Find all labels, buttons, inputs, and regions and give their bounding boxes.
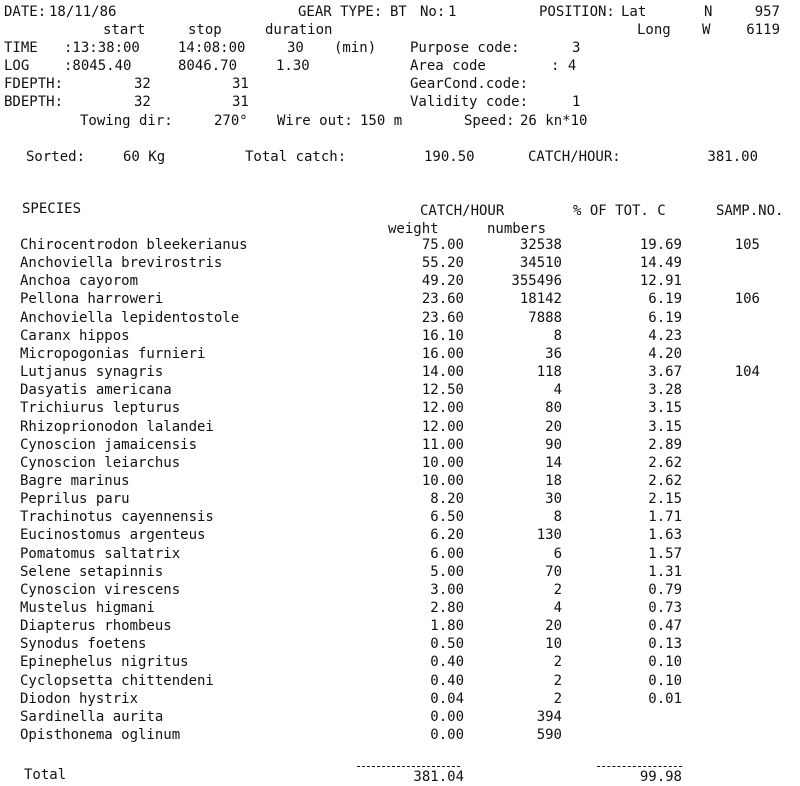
samp-no-header: SAMP.NO. — [716, 203, 784, 219]
weight-value: 12.00 — [421, 400, 464, 416]
weight-value: 23.60 — [421, 310, 464, 326]
pct-value: 3.28 — [648, 382, 682, 398]
species-name: Trichiurus lepturus — [20, 400, 181, 416]
position-label: POSITION: — [539, 4, 615, 20]
haul-no-label: No: — [420, 4, 446, 20]
species-name: Rhizoprionodon lalandei — [20, 419, 214, 435]
weight-value: 12.50 — [421, 382, 464, 398]
species-name: Cynoscion virescens — [20, 582, 181, 598]
pct-value: 0.79 — [648, 582, 682, 598]
pct-value: 2.89 — [648, 437, 682, 453]
numbers-value: 355496 — [511, 273, 562, 289]
numbers-value: 70 — [545, 564, 562, 580]
numbers-value: 6 — [553, 546, 562, 562]
pct-value: 2.15 — [648, 491, 682, 507]
weight-value: 75.00 — [421, 237, 464, 253]
catch-hour-header: CATCH/HOUR — [420, 203, 505, 219]
pct-value: 2.62 — [648, 455, 682, 471]
pct-value: 12.91 — [639, 273, 682, 289]
samp-no-value: 104 — [734, 364, 760, 380]
catch-hour-value: 381.00 — [707, 149, 758, 165]
lat-value: 957 — [754, 4, 780, 20]
weight-value: 0.40 — [430, 654, 464, 670]
numbers-value: 394 — [536, 709, 562, 725]
pct-value: 1.63 — [648, 527, 682, 543]
weight-value: 14.00 — [421, 364, 464, 380]
speed-label: Speed: — [464, 113, 515, 129]
weight-total-rule — [357, 766, 460, 767]
species-name: Opisthonema oglinum — [20, 727, 181, 743]
sorted-label: Sorted: — [26, 149, 86, 165]
wire-out-label: Wire out: — [277, 113, 353, 129]
speed-value: 26 kn*10 — [520, 113, 588, 129]
species-name: Chirocentrodon bleekerianus — [20, 237, 248, 253]
weight-value: 0.00 — [430, 727, 464, 743]
col-stop-header: stop — [188, 22, 222, 38]
total-weight: 381.04 — [413, 769, 464, 785]
pct-value: 2.62 — [648, 473, 682, 489]
haul-no-value: 1 — [448, 4, 457, 20]
fdepth-stop: 31 — [232, 76, 249, 92]
numbers-value: 130 — [536, 527, 562, 543]
numbers-value: 7888 — [528, 310, 562, 326]
long-label: Long — [637, 22, 671, 38]
pct-value: 3.15 — [648, 419, 682, 435]
pct-value: 0.10 — [648, 654, 682, 670]
weight-value: 5.00 — [430, 564, 464, 580]
pct-value: 4.20 — [648, 346, 682, 362]
species-name: Eucinostomus argenteus — [20, 527, 206, 543]
time-label: TIME — [4, 40, 38, 56]
weight-value: 10.00 — [421, 473, 464, 489]
numbers-value: 20 — [545, 618, 562, 634]
weight-value: 6.20 — [430, 527, 464, 543]
date-label: DATE: — [4, 4, 47, 20]
weight-value: 16.00 — [421, 346, 464, 362]
species-name: Peprilus paru — [20, 491, 130, 507]
numbers-value: 2 — [553, 654, 562, 670]
numbers-value: 30 — [545, 491, 562, 507]
time-stop: 14:08:00 — [178, 40, 246, 56]
col-duration-header: duration — [265, 22, 333, 38]
weight-value: 6.50 — [430, 509, 464, 525]
pct-value: 0.47 — [648, 618, 682, 634]
lat-hemisphere: N — [704, 4, 713, 20]
pct-value: 0.13 — [648, 636, 682, 652]
species-name: Anchoviella lepidentostole — [20, 310, 240, 326]
weight-header: weight — [388, 221, 439, 237]
weight-value: 6.00 — [430, 546, 464, 562]
pct-value: 6.19 — [648, 291, 682, 307]
numbers-value: 14 — [545, 455, 562, 471]
pct-value: 0.73 — [648, 600, 682, 616]
bdepth-start: 32 — [134, 94, 151, 110]
weight-value: 1.80 — [430, 618, 464, 634]
numbers-value: 18142 — [519, 291, 562, 307]
catch-hour-label: CATCH/HOUR: — [528, 149, 621, 165]
log-stop: 8046.70 — [178, 58, 238, 74]
species-name: Mustelus higmani — [20, 600, 155, 616]
weight-value: 0.50 — [430, 636, 464, 652]
weight-value: 0.40 — [430, 673, 464, 689]
weight-value: 49.20 — [421, 273, 464, 289]
validity-code-value: 1 — [572, 94, 581, 110]
towing-dir-label: Towing dir: — [80, 113, 173, 129]
species-name: Cynoscion leiarchus — [20, 455, 181, 471]
total-pct: 99.98 — [639, 769, 682, 785]
pct-value: 6.19 — [648, 310, 682, 326]
pct-value: 4.23 — [648, 328, 682, 344]
fdepth-label: FDEPTH: — [4, 76, 64, 92]
numbers-value: 118 — [536, 364, 562, 380]
log-duration: 1.30 — [276, 58, 310, 74]
species-name: Pomatomus saltatrix — [20, 546, 181, 562]
total-catch-value: 190.50 — [424, 149, 475, 165]
numbers-value: 4 — [553, 600, 562, 616]
pct-value: 0.01 — [648, 691, 682, 707]
fdepth-start: 32 — [134, 76, 151, 92]
towing-dir-value: 270° — [214, 113, 248, 129]
total-label: Total — [24, 767, 67, 783]
numbers-value: 32538 — [519, 237, 562, 253]
species-name: Cyclopsetta chittendeni — [20, 673, 214, 689]
pct-value: 0.10 — [648, 673, 682, 689]
long-hemisphere: W — [702, 22, 711, 38]
purpose-code-label: Purpose code: — [410, 40, 520, 56]
weight-value: 55.20 — [421, 255, 464, 271]
numbers-value: 8 — [553, 509, 562, 525]
species-name: Dasyatis americana — [20, 382, 172, 398]
numbers-value: 4 — [553, 382, 562, 398]
samp-no-value: 106 — [734, 291, 760, 307]
weight-value: 23.60 — [421, 291, 464, 307]
gearcond-code-label: GearCond.code: — [410, 76, 529, 92]
weight-value: 0.04 — [430, 691, 464, 707]
numbers-header: numbers — [487, 221, 547, 237]
species-name: Micropogonias furnieri — [20, 346, 206, 362]
log-label: LOG — [4, 58, 30, 74]
species-name: Caranx hippos — [20, 328, 130, 344]
pct-value: 1.71 — [648, 509, 682, 525]
species-name: Cynoscion jamaicensis — [20, 437, 198, 453]
time-unit: (min) — [334, 40, 377, 56]
time-start: :13:38:00 — [64, 40, 140, 56]
weight-value: 12.00 — [421, 419, 464, 435]
long-value: 6119 — [746, 22, 780, 38]
bdepth-stop: 31 — [232, 94, 249, 110]
pct-total-rule — [597, 766, 682, 767]
weight-value: 8.20 — [430, 491, 464, 507]
numbers-value: 2 — [553, 691, 562, 707]
numbers-value: 90 — [545, 437, 562, 453]
pct-value: 3.67 — [648, 364, 682, 380]
numbers-value: 34510 — [519, 255, 562, 271]
species-name: Lutjanus synagris — [20, 364, 164, 380]
pct-value: 19.69 — [639, 237, 682, 253]
time-duration: 30 — [287, 40, 304, 56]
lat-label: Lat — [621, 4, 647, 20]
weight-value: 0.00 — [430, 709, 464, 725]
area-code-label: Area code — [410, 58, 486, 74]
wire-out-value: 150 m — [360, 113, 403, 129]
species-header: SPECIES — [22, 201, 82, 217]
pct-of-total-header: % OF TOT. C — [573, 203, 666, 219]
sorted-value: 60 Kg — [123, 149, 166, 165]
bdepth-label: BDEPTH: — [4, 94, 64, 110]
numbers-value: 2 — [553, 582, 562, 598]
pct-value: 3.15 — [648, 400, 682, 416]
species-name: Anchoviella brevirostris — [20, 255, 223, 271]
pct-value: 1.57 — [648, 546, 682, 562]
numbers-value: 2 — [553, 673, 562, 689]
numbers-value: 590 — [536, 727, 562, 743]
species-name: Pellona harroweri — [20, 291, 164, 307]
species-name: Trachinotus cayennensis — [20, 509, 214, 525]
species-name: Selene setapinnis — [20, 564, 164, 580]
validity-code-label: Validity code: — [410, 94, 529, 110]
species-name: Synodus foetens — [20, 636, 147, 652]
pct-value: 14.49 — [639, 255, 682, 271]
pct-value: 1.31 — [648, 564, 682, 580]
area-code-value: : 4 — [551, 58, 577, 74]
numbers-value: 36 — [545, 346, 562, 362]
samp-no-value: 105 — [734, 237, 760, 253]
numbers-value: 18 — [545, 473, 562, 489]
weight-value: 16.10 — [421, 328, 464, 344]
species-name: Anchoa cayorom — [20, 273, 139, 289]
weight-value: 11.00 — [421, 437, 464, 453]
date-value: 18/11/86 — [49, 4, 117, 20]
species-name: Sardinella aurita — [20, 709, 164, 725]
gear-type-label: GEAR TYPE: — [298, 4, 383, 20]
log-start: :8045.40 — [64, 58, 132, 74]
total-catch-label: Total catch: — [245, 149, 347, 165]
species-name: Bagre marinus — [20, 473, 130, 489]
numbers-value: 10 — [545, 636, 562, 652]
weight-value: 3.00 — [430, 582, 464, 598]
weight-value: 10.00 — [421, 455, 464, 471]
numbers-value: 8 — [553, 328, 562, 344]
numbers-value: 20 — [545, 419, 562, 435]
col-start-header: start — [103, 22, 146, 38]
purpose-code-value: 3 — [572, 40, 581, 56]
weight-value: 2.80 — [430, 600, 464, 616]
species-name: Diapterus rhombeus — [20, 618, 172, 634]
numbers-value: 80 — [545, 400, 562, 416]
species-name: Epinephelus nigritus — [20, 654, 189, 670]
gear-type-value: BT — [390, 4, 407, 20]
species-name: Diodon hystrix — [20, 691, 139, 707]
